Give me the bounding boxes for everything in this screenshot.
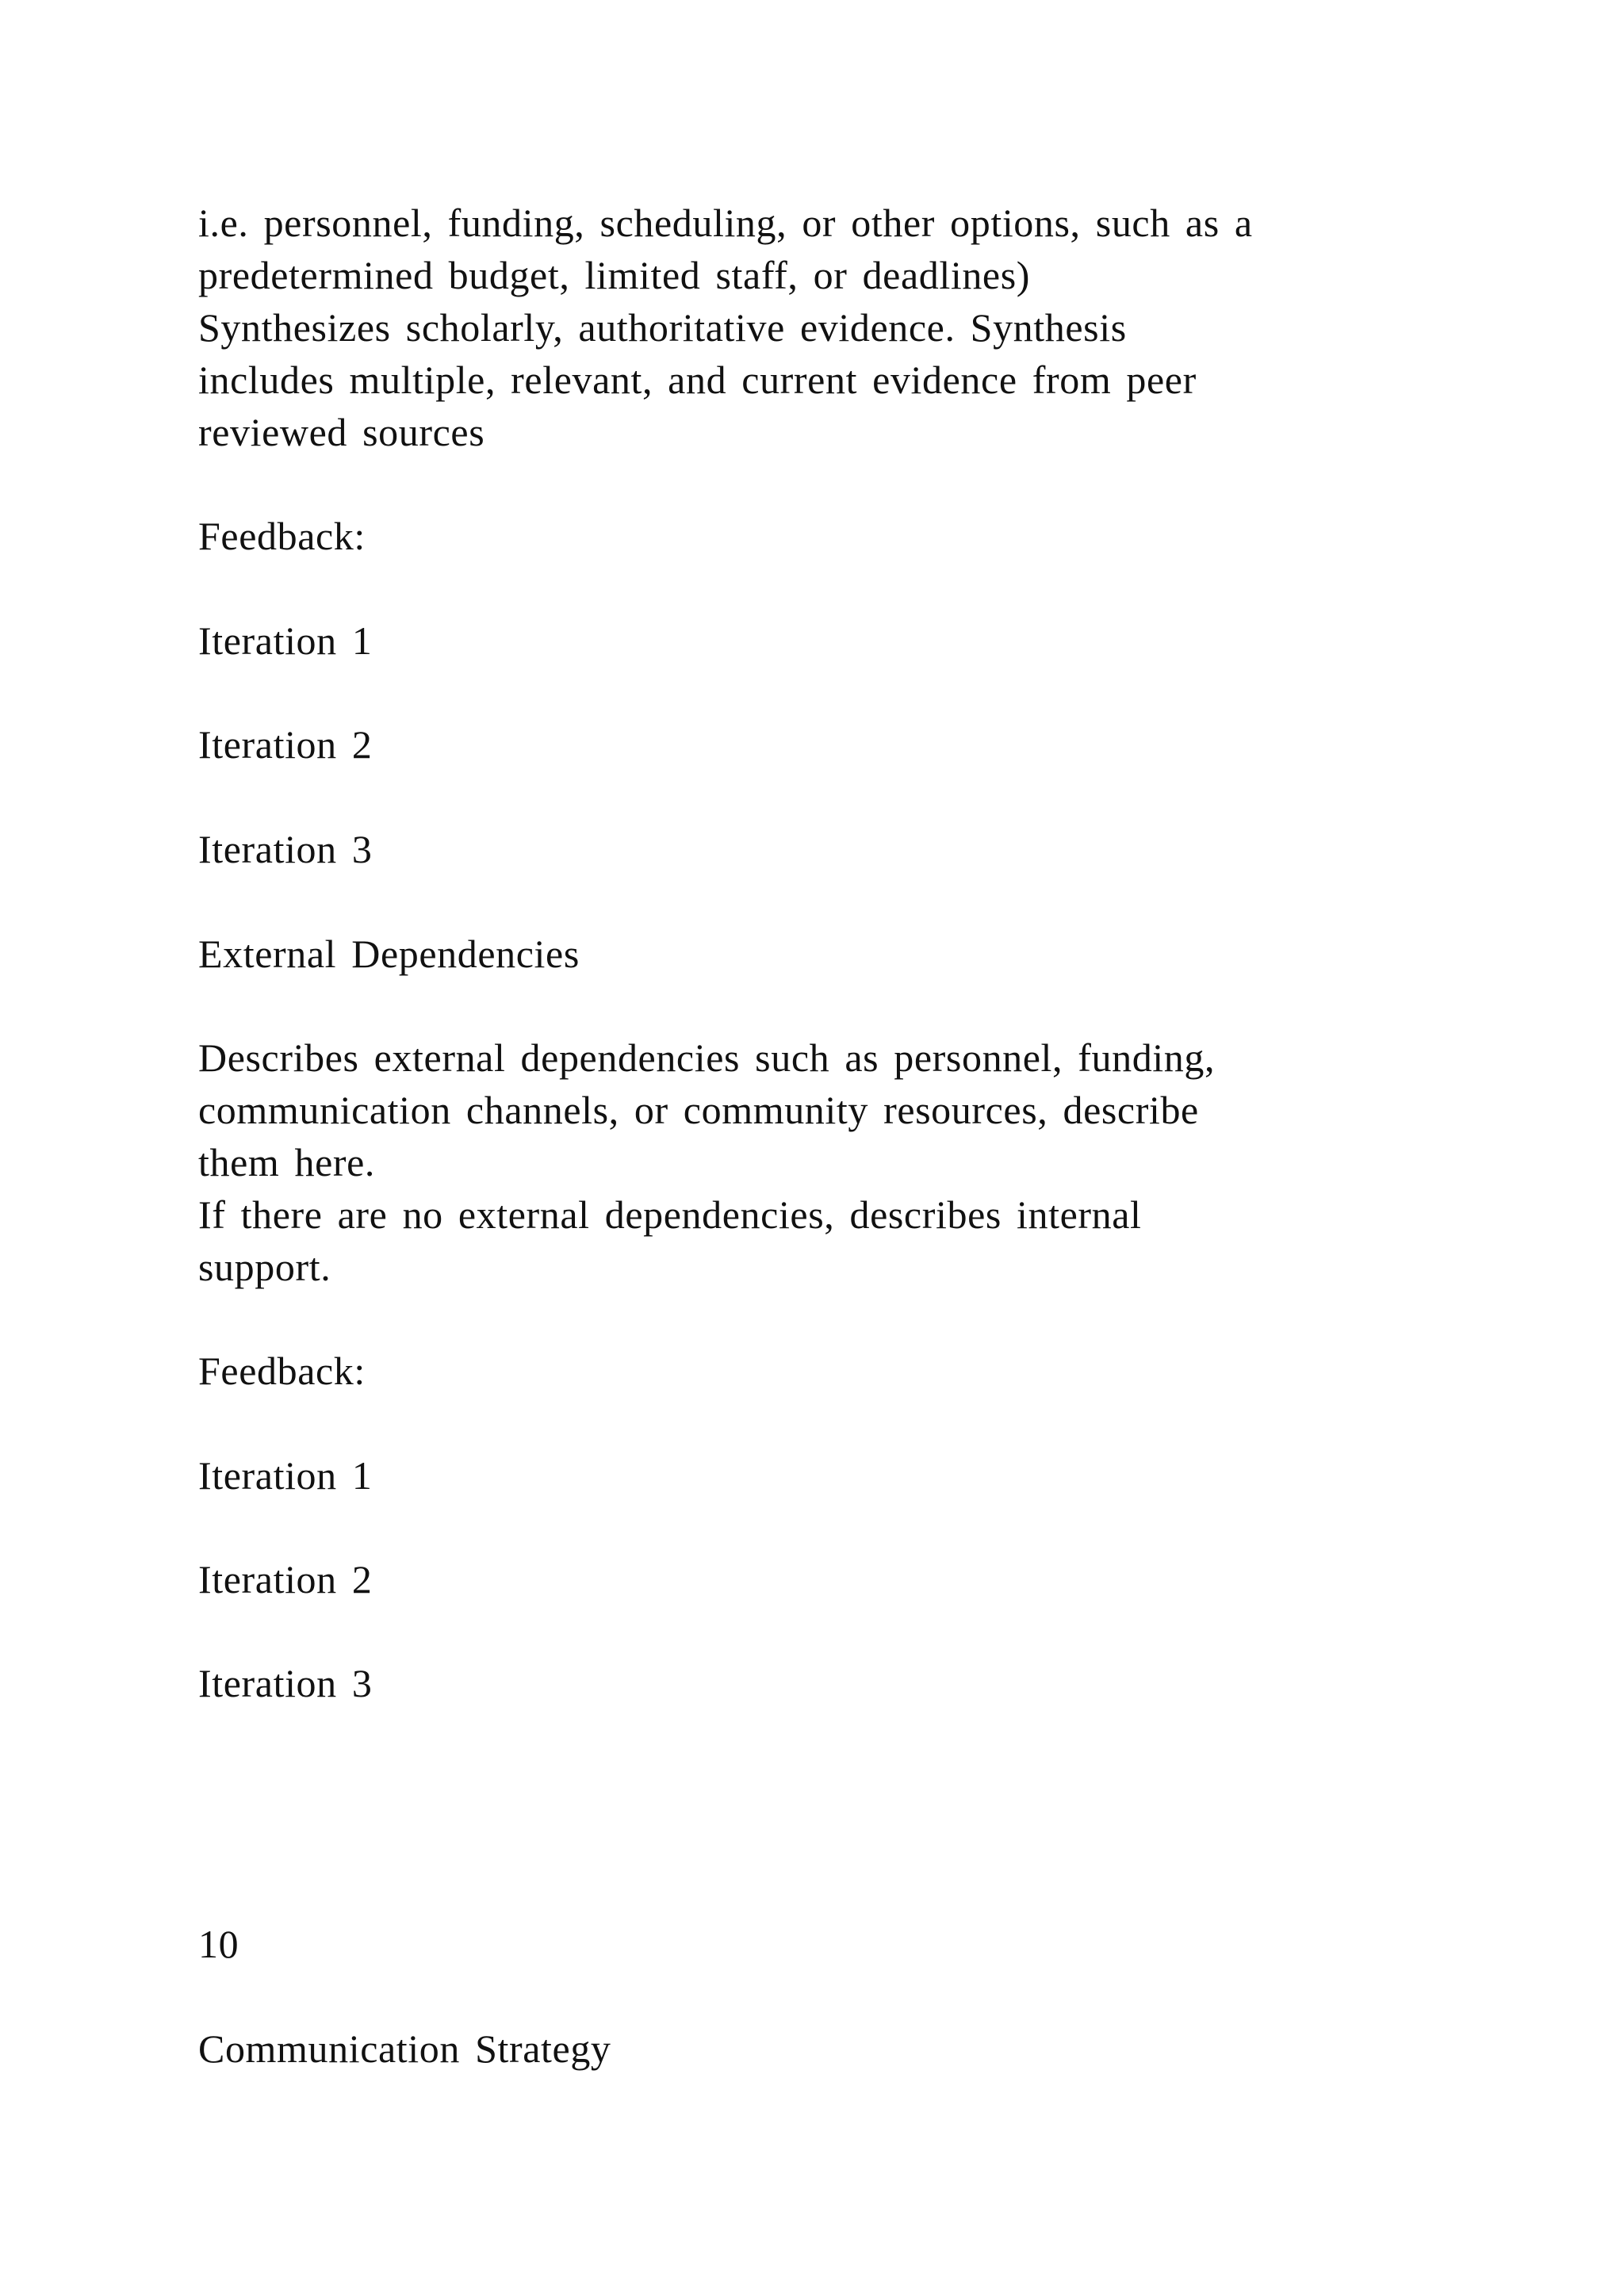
criteria-line: predetermined budget, limited staff, or deadlines) [198, 253, 1031, 297]
section-heading: Communication Strategy [198, 2026, 611, 2071]
description-line: communication channels, or community resources, describe [198, 1088, 1199, 1132]
feedback-label: Feedback: [198, 1349, 366, 1393]
criteria-line: Synthesizes scholarly, authoritative evidence. Synthesis [198, 305, 1127, 350]
iteration-item: Iteration 1 [198, 618, 373, 663]
iteration-item: Iteration 3 [198, 1661, 373, 1705]
description-line: Describes external dependencies such as personnel, funding, [198, 1035, 1216, 1080]
description-line: If there are no external dependencies, describes internal [198, 1192, 1142, 1237]
iteration-item: Iteration 2 [198, 722, 373, 767]
criteria-line: includes multiple, relevant, and current evidence from peer [198, 358, 1197, 402]
iteration-item: Iteration 1 [198, 1453, 373, 1498]
criteria-line: reviewed sources [198, 410, 485, 454]
section-heading: External Dependencies [198, 932, 580, 976]
iteration-item: Iteration 3 [198, 827, 373, 871]
description-line: support. [198, 1245, 331, 1289]
description-line: them here. [198, 1140, 376, 1184]
iteration-item: Iteration 2 [198, 1557, 373, 1601]
feedback-label: Feedback: [198, 514, 366, 558]
page-number: 10 [198, 1922, 239, 1966]
criteria-line: i.e. personnel, funding, scheduling, or other options, such as a [198, 201, 1253, 245]
